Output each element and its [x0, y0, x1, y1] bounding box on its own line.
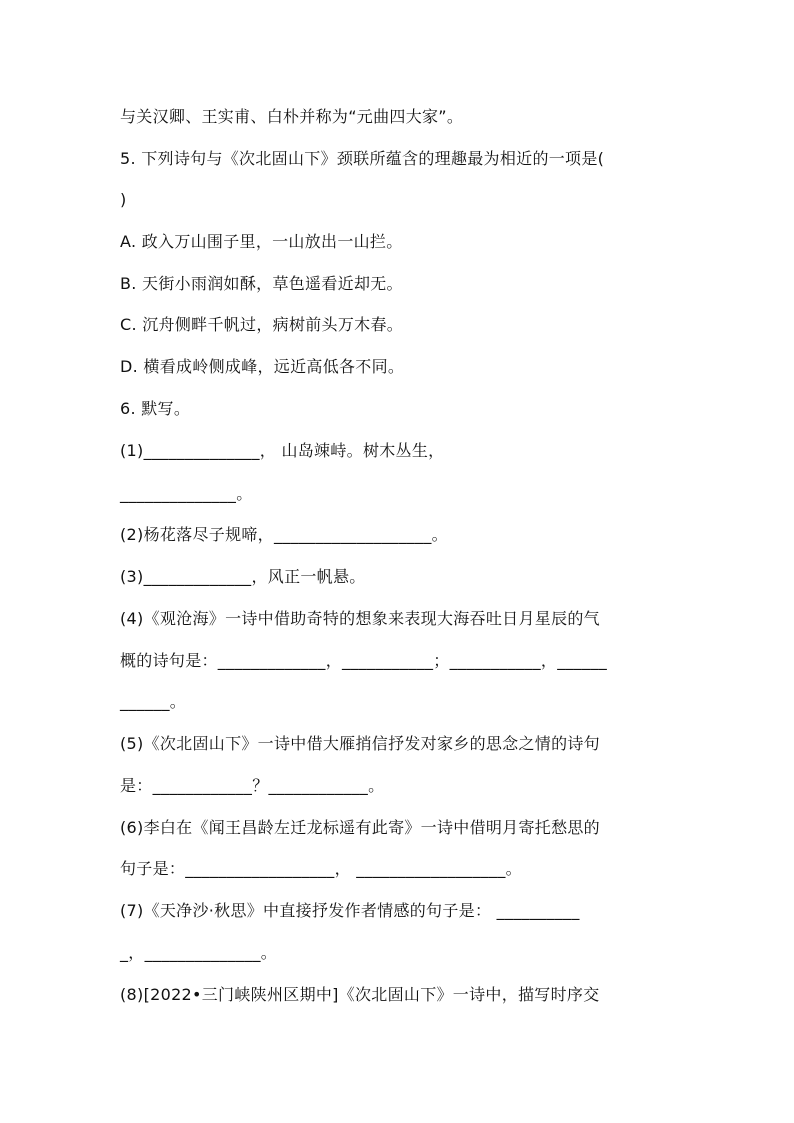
item-6-cont: 句子是：__________________， __________________。 [120, 859, 522, 878]
item-2: (2)杨花落尽子规啼，___________________。 [120, 525, 448, 544]
item-7: (7)《天净沙·秋思》中直接抒发作者情感的句子是： __________ [120, 901, 580, 920]
item-8: (8)[2022•三门峡陕州区期中]《次北固山下》一诗中，描写时序交 [120, 985, 600, 1004]
question-6-title: 6. 默写。 [120, 399, 191, 418]
item-4: (4)《观沧海》一诗中借助奇特的想象来表现大海吞吐日月星辰的气 [120, 609, 600, 628]
option-b: B. 天街小雨润如酥，草色遥看近却无。 [120, 274, 403, 293]
text-line-continuation: 与关汉卿、王实甫、白朴并称为“元曲四大家”。 [120, 107, 464, 126]
question-5-stem-end: ) [120, 190, 127, 209]
item-4-cont2: ______。 [120, 692, 187, 711]
item-1-cont: ______________。 [120, 484, 253, 503]
item-5-cont: 是：____________？____________。 [120, 776, 385, 795]
item-5: (5)《次北固山下》一诗中借大雁捎信抒发对家乡的思念之情的诗句 [120, 734, 600, 753]
item-6: (6)李白在《闻王昌龄左迁龙标遥有此寄》一诗中借明月寄托愁思的 [120, 818, 600, 837]
option-d: D. 横看成岭侧成峰，远近高低各不同。 [120, 357, 405, 376]
question-5-stem: 5. 下列诗句与《次北固山下》颈联所蕴含的理趣最为相近的一项是( [120, 149, 605, 168]
item-1: (1)______________， 山岛竦峙。树木丛生， [120, 441, 445, 460]
item-4-cont: 概的诗句是：_____________，___________；___________，______ [120, 651, 607, 670]
item-3: (3)_____________，风正一帆悬。 [120, 567, 366, 586]
option-c: C. 沉舟侧畔千帆过，病树前头万木春。 [120, 315, 404, 334]
item-7-cont: _，______________。 [120, 943, 278, 962]
option-a: A. 政入万山围子里，一山放出一山拦。 [120, 232, 403, 251]
